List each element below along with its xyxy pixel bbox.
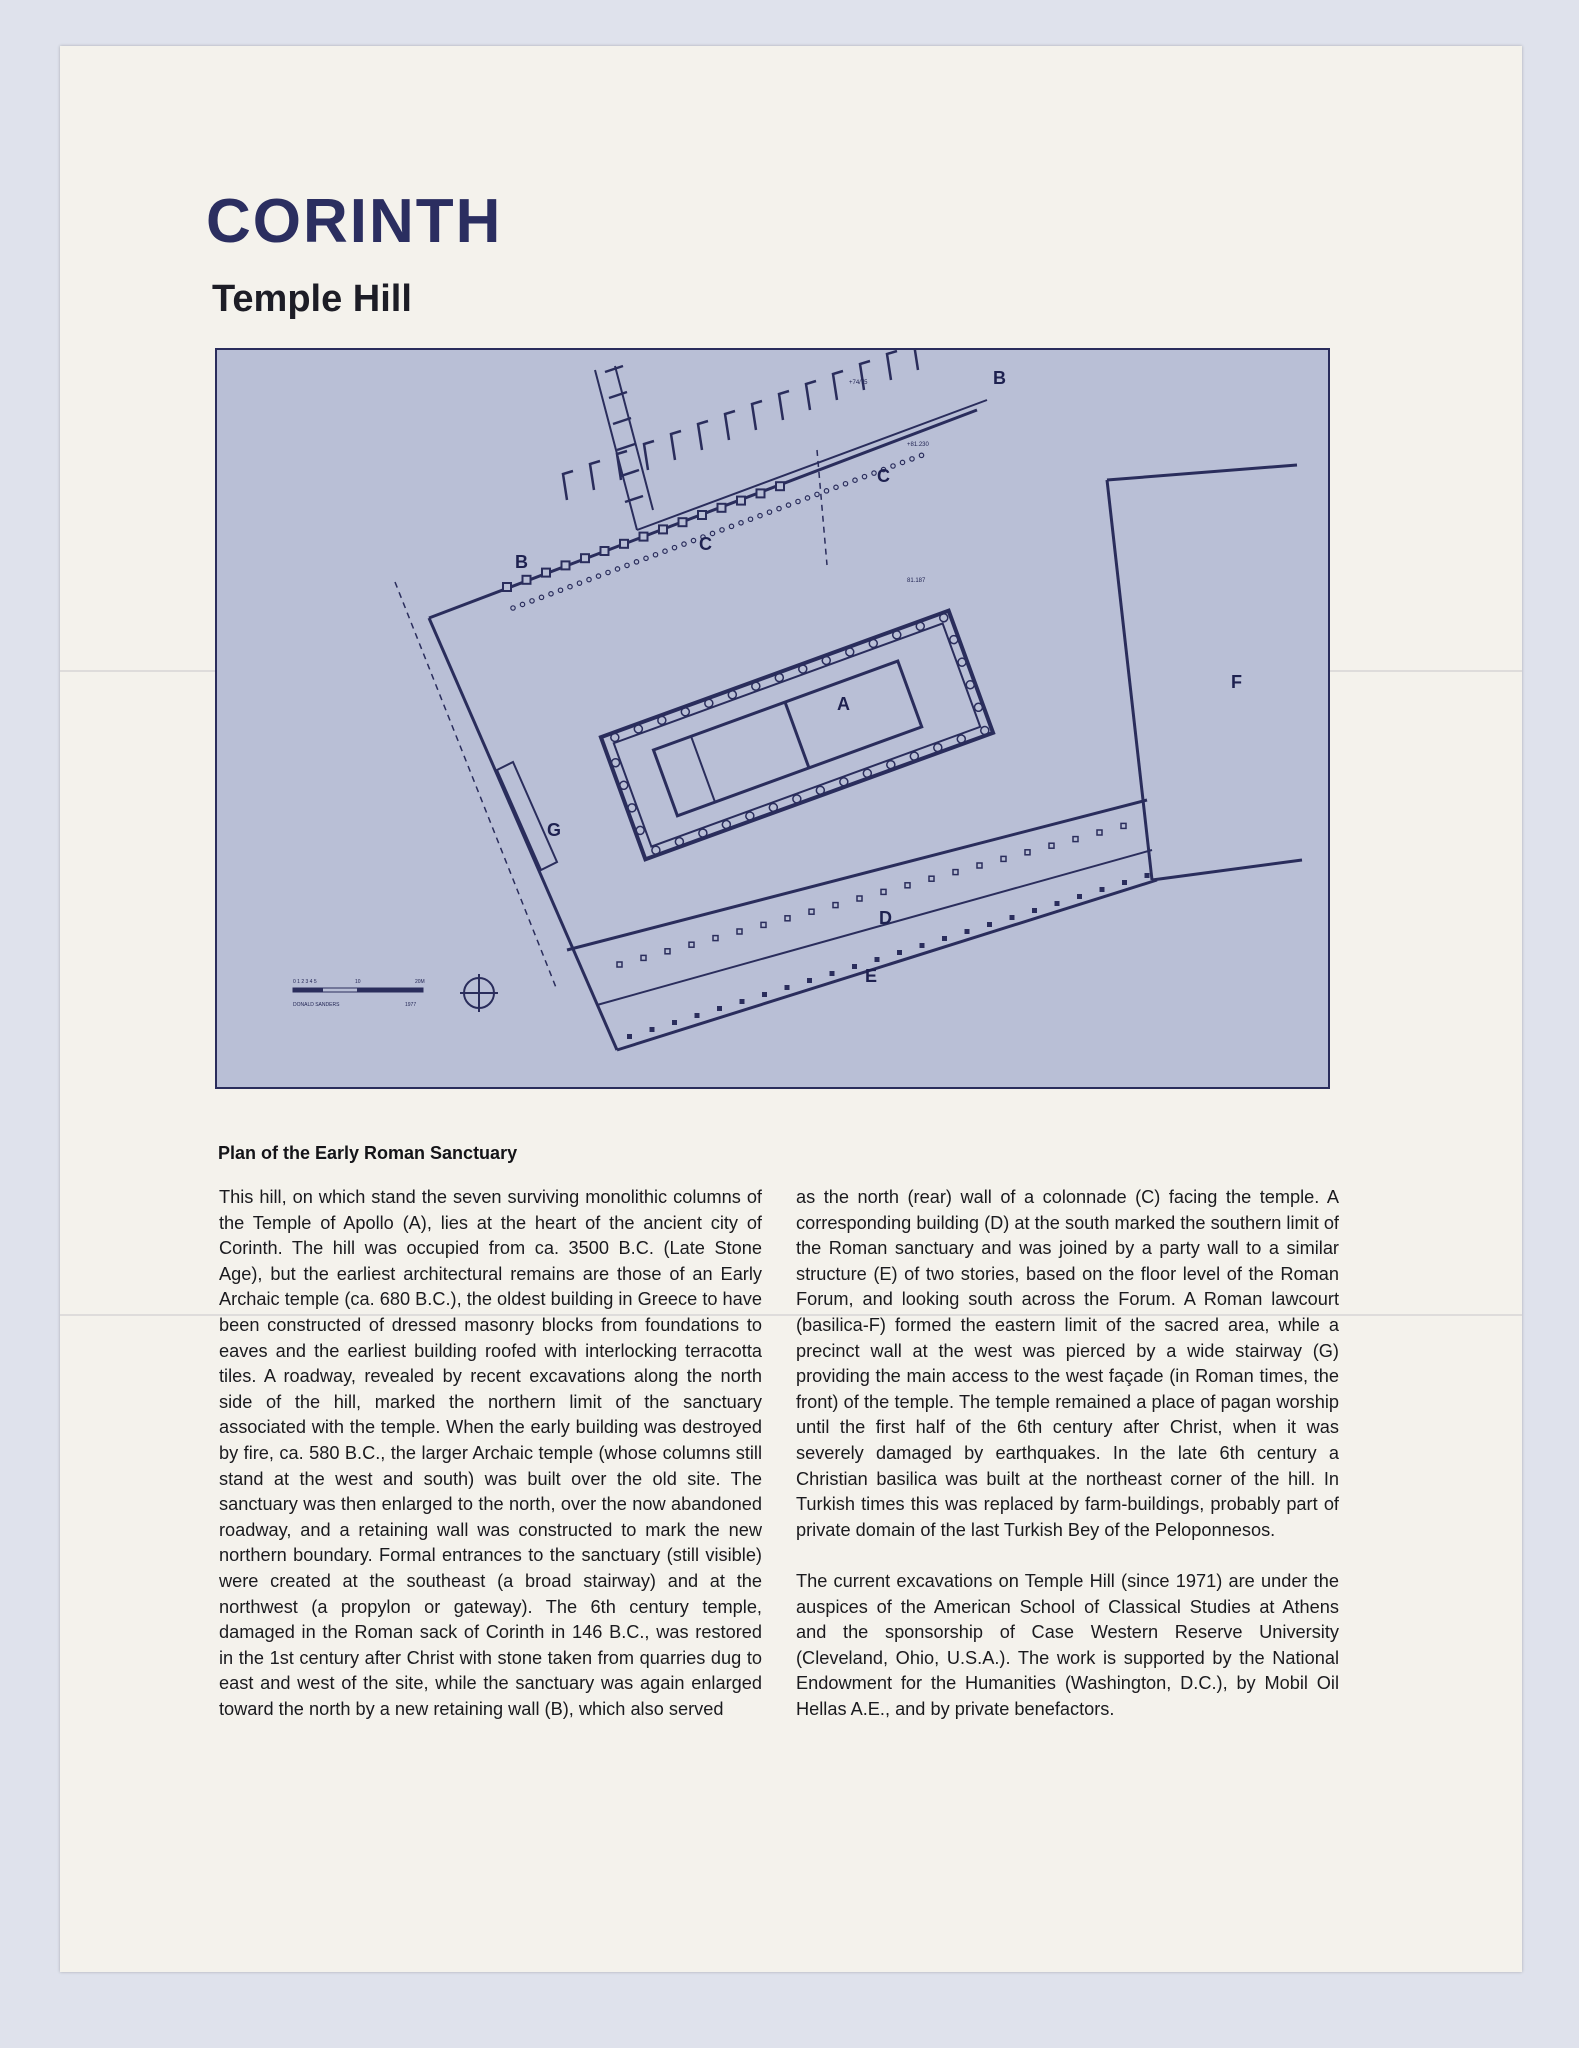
temple-of-apollo [601,611,993,860]
colonnade-pier [640,533,648,541]
body-paragraph: as the north (rear) wall of a colonnade (C) facing the temple. A corresponding building (D) at the south marked the southern limit of the Roman sanctuary and was joined by a party wall to a similar structure (E) of two stories, based on the floor level of the Roman Forum, and looking south across the Forum. A Roman lawcourt (basilica-F) formed the eastern limit of the sacred area, while a precinct wall at the west was pierced by a wide stairway (G) providing the main access to the west façade (in Roman times, the front) of the temple. The temple remained a place of pagan worship until the first half of the 6th century after Christ, when it was severely damaged by earthquakes. In the late 6th century a Christian basilica was built at the northeast corner of the hill. In Turkish times this was replaced by farm-buildings, probably part of private domain of the last Turkish Bey of the Peloponnesos. [796,1187,1339,1540]
colonnade-column [729,524,733,528]
elevation-label: +81.230 [907,442,929,448]
colonnade-column [577,581,581,585]
colonnade-column [568,585,572,589]
colonnade-column [805,496,809,500]
building-e-pier [920,943,925,948]
scale-numbers: 0 1 2 3 4 5 [293,979,317,985]
body-column-right [796,1185,1339,1722]
building-e-pier [717,1006,722,1011]
colonnade-column [815,492,819,496]
building-e-pier [897,950,902,955]
label-c: C [699,534,712,554]
building-e-pier [1100,887,1105,892]
building-e-pier [627,1034,632,1039]
building-d-pier [1049,843,1054,848]
northwest-rooms [615,366,653,510]
colonnade-column [511,606,515,610]
building-d-pier [1001,856,1006,861]
colonnade-pier [620,540,628,548]
shop-wall [613,418,631,424]
building-e-pier [942,936,947,941]
credit-year: 1977 [405,1002,417,1008]
west-precinct-wall [429,618,617,1050]
building-e-pier [830,971,835,976]
building-d-pier [713,936,718,941]
building-e-pier [807,978,812,983]
colonnade-column [606,570,610,574]
colonnade-column [720,528,724,532]
shop-wall [609,392,627,398]
colonnade-pier [523,576,531,584]
colonnade-column [558,588,562,592]
basilica-f-wall [1107,480,1152,880]
body-paragraph: This hill, on which stand the seven surviving monolithic columns of the Temple of Apollo (A), lies at the heart of the ancient city of Corinth. The hill was occupied from ca. 3500 B.C. (Late Stone Age), but the earliest architectural remains are those of an Early Archaic temple (ca. 680 B.C.), the oldest building in Greece to have been constructed of dressed masonry blocks from foundations to eaves and the earliest building roofed with interlocking terracotta tiles. A roadway, revealed by recent excavations along the north side of the hill, marked the northern limit of the sanctuary associated with the temple. When the early building was destroyed by fire, ca. 580 B.C., the larger Archaic temple (whose columns still stand at the west and south) was built over the old site. The sanctuary was then enlarged to the north, over the now abandoned roadway, and a retaining wall was constructed to mark the new northern boundary. Formal entrances to the sanctuary (still visible) were created at the southeast (a broad stairway) and at the northwest (a propylon or gateway). The 6th century temple, damaged in the Roman sack of Corinth in 146 B.C., was restored in the 1st century after Christ with stone taken from quarries dug to east and west of the site, while the sanctuary was again enlarged toward the north by a new retaining wall (B), which also served [219,1187,762,1719]
colonnade-column [853,478,857,482]
colonnade-column [862,474,866,478]
colonnade-column [644,556,648,560]
building-d-pier [641,955,646,960]
building-d-pier [1097,830,1102,835]
building-d-pier [617,962,622,967]
colonnade-column [796,499,800,503]
label-g: G [547,820,562,840]
building-d-pier [785,916,790,921]
building-d-pier [761,922,766,927]
colonnade-column [549,592,553,596]
colonnade-column [653,553,657,557]
shop-wall [698,421,708,450]
north-arrow-icon [460,974,498,1012]
shop-wall [671,431,681,460]
building-e-pier [1055,901,1060,906]
sanctuary-plan [215,348,1330,1089]
building-d-pier [809,909,814,914]
building-e-pier [1122,880,1127,885]
label-b: B [993,368,1006,388]
colonnade-column [663,549,667,553]
building-e-pier [695,1013,700,1018]
colonnade-column [691,538,695,542]
plan-drawing [217,350,1328,1087]
building-d-pier [665,949,670,954]
colonnade-column [672,545,676,549]
shop-wall [914,350,924,370]
colonnade-column [919,453,923,457]
colonnade-pier [698,511,706,519]
building-e-pier [875,957,880,962]
shop-wall [806,381,816,410]
building-e-pier [987,922,992,927]
elevation-label: +74/75 [849,380,868,386]
colonnade-column [739,521,743,525]
building-d-pier [1121,823,1126,828]
building-d-pier [689,942,694,947]
colonnade-column [758,514,762,518]
building-e-pier [965,929,970,934]
elevation-label: 81.187 [907,578,926,584]
colonnade-pier [601,547,609,555]
building-d-pier [977,863,982,868]
shop-wall [725,411,735,440]
label-c: C [877,466,890,486]
building-e-pier [1077,894,1082,899]
colonnade-pier [659,525,667,533]
building-d-pier [905,883,910,888]
colonnade-column [824,489,828,493]
colonnade-column [596,574,600,578]
colonnade-pier [679,518,687,526]
building-d-pier [1025,850,1030,855]
building-e-pier [852,964,857,969]
building-d-pier [953,870,958,875]
building-e-pier [1145,873,1150,878]
colonnade-column [872,471,876,475]
scale-bar [293,979,425,1008]
scale-ten: 10 [355,979,361,985]
basilica-f-wall [1152,860,1302,880]
shop-wall [617,444,635,450]
shop-wall [605,366,623,372]
colonnade-column [767,510,771,514]
building-e-pier [1032,908,1037,913]
document-subtitle: Temple Hill [212,278,412,320]
shop-wall [590,461,600,490]
building-e-pier [1010,915,1015,920]
label-d: D [879,908,892,928]
label-f: F [1231,672,1242,692]
colonnade-column [786,503,790,507]
colonnade-pier [562,561,570,569]
shop-wall [621,470,639,476]
colonnade-column [634,560,638,564]
colonnade-column [891,464,895,468]
south-wall-e [617,880,1157,1050]
document-title: CORINTH [206,187,503,256]
colonnade-column [748,517,752,521]
credit-name: DONALD SANDERS [293,1002,340,1008]
colonnade-column [587,577,591,581]
document-sheet [60,46,1522,1972]
colonnade-column [682,542,686,546]
building-d-pier [857,896,862,901]
body-column-left [219,1185,762,1722]
colonnade-pier [718,504,726,512]
colonnade-pier [542,569,550,577]
stairway-g [497,762,557,870]
shop-wall [833,371,843,400]
colonnade-column [777,506,781,510]
colonnade-column [530,599,534,603]
building-d-pier [881,889,886,894]
scale-end: 20M [415,979,425,985]
plan-caption: Plan of the Early Roman Sanctuary [218,1143,518,1163]
label-a: A [837,694,850,714]
shop-wall [644,441,654,470]
building-e-pier [785,985,790,990]
basilica-f-wall [1107,465,1297,480]
shop-wall [563,471,573,500]
building-e-pier [672,1020,677,1025]
colonnade-column [910,457,914,461]
colonnade-pier [737,497,745,505]
colonnade-column [625,563,629,567]
north-colonnade-wall [637,400,987,530]
building-e-pier [740,999,745,1004]
colonnade-column [520,602,524,606]
building-d-pier [1073,837,1078,842]
colonnade-column [615,567,619,571]
building-e-pier [650,1027,655,1032]
label-e: E [865,966,878,986]
body-paragraph: The current excavations on Temple Hill (since 1971) are under the auspices of the American School of Classical Studies at Athens and the sponsorship of Case Western Reserve University (Cleveland, Ohio, U.S.A.). The work is supported by the National Endowment for the Humanities (Washington, D.C.), by Mobil Oil Hellas A.E., and by private benefactors. [796,1570,1339,1719]
northwest-rooms [595,370,637,530]
shop-wall [779,391,789,420]
shop-wall [752,401,762,430]
colonnade-pier [581,554,589,562]
building-e-pier [762,992,767,997]
colonnade-pier [776,482,784,490]
colonnade-column [539,595,543,599]
colonnade-pier [757,489,765,497]
shop-wall [887,351,897,380]
survey-line [395,582,557,990]
colonnade-column [834,485,838,489]
building-d-pier [929,876,934,881]
building-d-pier [737,929,742,934]
colonnade-pier [503,583,511,591]
colonnade-column [900,460,904,464]
colonnade-column [843,482,847,486]
label-b: B [515,552,528,572]
building-d-pier [833,903,838,908]
